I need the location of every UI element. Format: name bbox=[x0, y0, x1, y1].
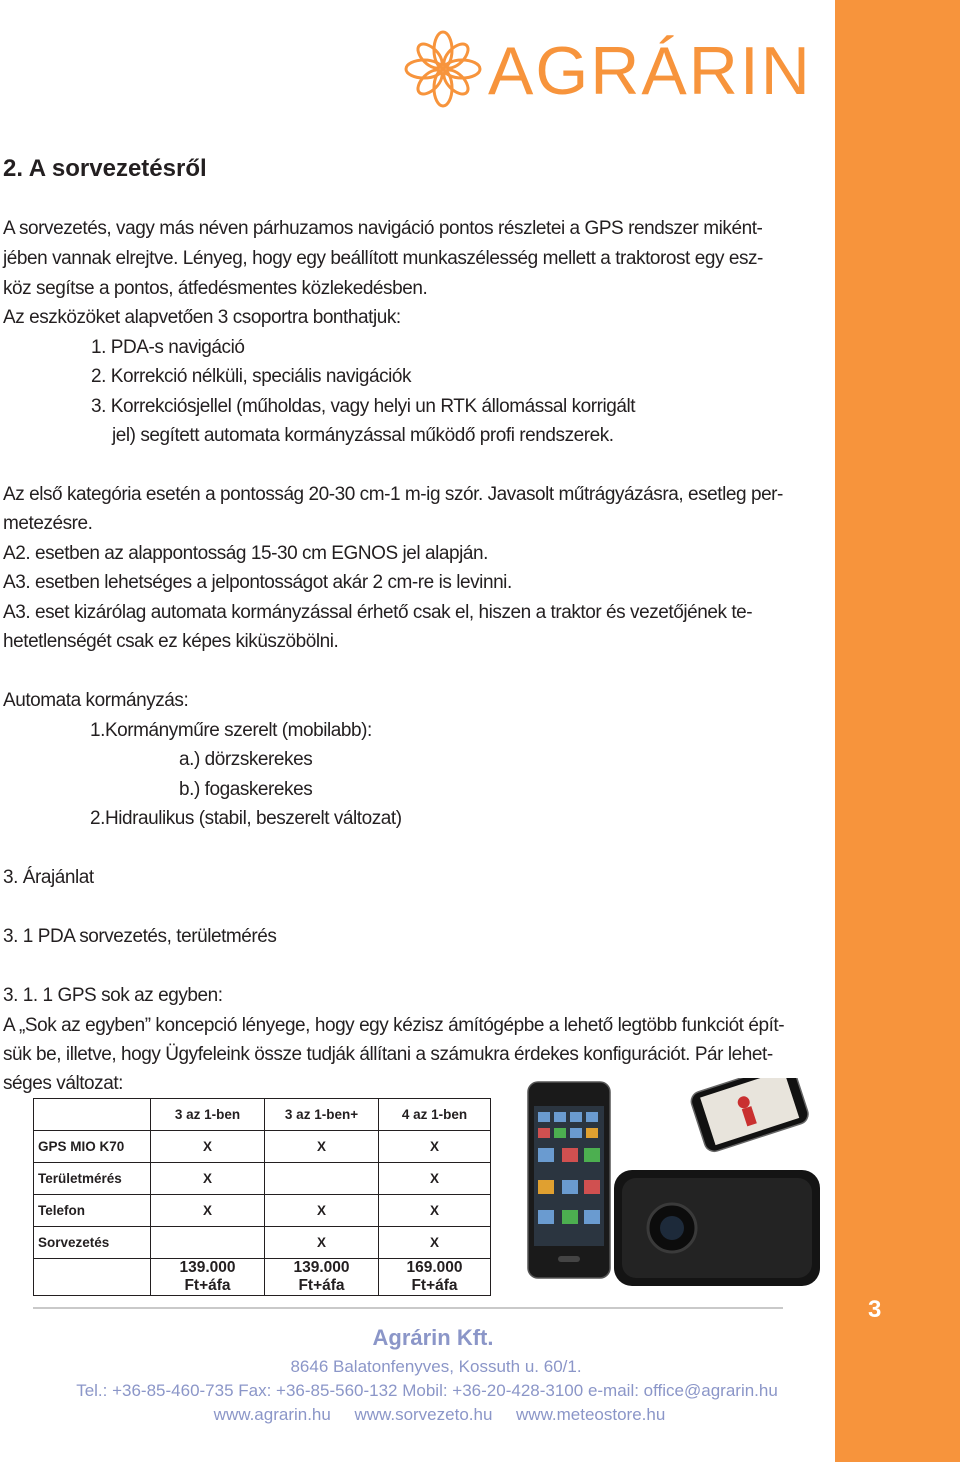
table-cell: Területmérés bbox=[34, 1163, 151, 1195]
auto-steering-subitem: a.) dörzskerekes bbox=[179, 749, 313, 770]
table-header-cell: 4 az 1-ben bbox=[379, 1099, 491, 1131]
table-row bbox=[34, 1195, 491, 1227]
group-item: 1. PDA-s navigáció bbox=[91, 337, 245, 358]
table-cell: X bbox=[265, 1131, 379, 1163]
table-header-cell: 3 az 1-ben+ bbox=[265, 1099, 379, 1131]
group-item: 2. Korrekció nélküli, speciális navigációk bbox=[91, 366, 412, 387]
table-cell: X bbox=[151, 1195, 265, 1227]
page-number: 3 bbox=[868, 1296, 882, 1323]
offer-desc-line: sük be, illetve, hogy Ügyfeleink össze tudják állítani a számukra érdekes konfigurációt. Pár lehet- bbox=[3, 1044, 773, 1065]
table-price-cell bbox=[34, 1259, 151, 1296]
table-cell: X bbox=[379, 1131, 491, 1163]
agrarin-logo bbox=[402, 28, 822, 110]
table-cell: Telefon bbox=[34, 1195, 151, 1227]
offer-subtitle: 3. 1 PDA sorvezetés, területmérés bbox=[3, 926, 277, 947]
intro-line: köz segítse a pontos, átfedésmentes közlekedésben. bbox=[3, 278, 428, 299]
table-row bbox=[34, 1131, 491, 1163]
table-cell: X bbox=[151, 1131, 265, 1163]
phone-product-image bbox=[600, 1078, 825, 1290]
footer-contact: Tel.: +36-85-460-735 Fax: +36-85-560-132 Mobil: +36-20-428-3100 e-mail: office@agrarin.hu bbox=[76, 1381, 778, 1400]
table-cell: X bbox=[265, 1227, 379, 1259]
accuracy-line: metezésre. bbox=[3, 513, 93, 534]
auto-steering-title: Automata kormányzás: bbox=[3, 690, 189, 711]
intro-line: jében vannak elrejtve. Lényeg, hogy egy beállított munkaszélesség mellett a traktorost egy esz- bbox=[3, 248, 763, 269]
table-cell: X bbox=[379, 1163, 491, 1195]
footer-divider bbox=[33, 1307, 783, 1309]
auto-steering-subitem: b.) fogaskerekes bbox=[179, 779, 313, 800]
logo-wordmark: AGRÁRIN bbox=[488, 33, 812, 109]
table-cell: Sorvezetés bbox=[34, 1227, 151, 1259]
table-price-cell: 169.000 Ft+áfa bbox=[379, 1259, 491, 1296]
table-cell: X bbox=[379, 1195, 491, 1227]
auto-steering-item: 1.Kormányműre szerelt (mobilabb): bbox=[90, 720, 372, 741]
accuracy-line: Az első kategória esetén a pontosság 20-30 cm-1 m-ig szór. Javasolt műtrágyázásra, esetleg per- bbox=[3, 484, 783, 505]
group-item: 3. Korrekciósjellel (műholdas, vagy helyi un RTK állomással korrigált bbox=[91, 396, 636, 417]
price-table bbox=[33, 1098, 491, 1296]
footer-company: Agrárin Kft. bbox=[372, 1325, 494, 1350]
table-header-cell: 3 az 1-ben bbox=[151, 1099, 265, 1131]
offer-subsubtitle: 3. 1. 1 GPS sok az egyben: bbox=[3, 985, 223, 1006]
table-header-row bbox=[34, 1099, 491, 1131]
footer-websites: www.agrarin.hu www.sorvezeto.hu www.meteostore.hu bbox=[213, 1405, 666, 1424]
flower-logo-icon bbox=[402, 28, 484, 110]
accuracy-line: A3. eset kizárólag automata kormányzással érhető csak el, hiszen a traktor és vezetőjének te- bbox=[3, 602, 753, 623]
offer-title: 3. Árajánlat bbox=[3, 867, 94, 888]
intro-line: Az eszközöket alapvetően 3 csoportra bonthatjuk: bbox=[3, 307, 401, 328]
table-row bbox=[34, 1163, 491, 1195]
table-cell: X bbox=[379, 1227, 491, 1259]
offer-desc-line: séges változat: bbox=[3, 1073, 123, 1094]
table-cell: X bbox=[151, 1163, 265, 1195]
table-cell bbox=[151, 1227, 265, 1259]
table-header-cell bbox=[34, 1099, 151, 1131]
table-cell: X bbox=[265, 1195, 379, 1227]
accuracy-line: hetetlenségét csak ez képes kiküszöbölni. bbox=[3, 631, 339, 652]
table-price-cell: 139.000 Ft+áfa bbox=[265, 1259, 379, 1296]
accuracy-line: A2. esetben az alappontosság 15-30 cm EGNOS jel alapján. bbox=[3, 543, 488, 564]
auto-steering-item: 2.Hidraulikus (stabil, beszerelt változat) bbox=[90, 808, 402, 829]
intro-line: A sorvezetés, vagy más néven párhuzamos navigáció pontos részletei a GPS rendszer miként- bbox=[3, 218, 763, 239]
accuracy-line: A3. esetben lehetséges a jelpontosságot akár 2 cm-re is levinni. bbox=[3, 572, 512, 593]
table-price-row bbox=[34, 1259, 491, 1296]
table-cell: GPS MIO K70 bbox=[34, 1131, 151, 1163]
footer-address: 8646 Balatonfenyves, Kossuth u. 60/1. bbox=[290, 1357, 582, 1376]
table-cell bbox=[265, 1163, 379, 1195]
table-row bbox=[34, 1227, 491, 1259]
offer-desc-line: A „Sok az egyben” koncepció lényege, hogy egy kézisz ámítógépbe a lehető legtöbb funkciót épít- bbox=[3, 1015, 785, 1036]
orange-sidebar bbox=[835, 0, 960, 1462]
group-item: jel) segített automata kormányzással működő profi rendszerek. bbox=[112, 425, 614, 446]
table-price-cell: 139.000 Ft+áfa bbox=[151, 1259, 265, 1296]
section-heading: 2. A sorvezetésről bbox=[3, 155, 207, 182]
